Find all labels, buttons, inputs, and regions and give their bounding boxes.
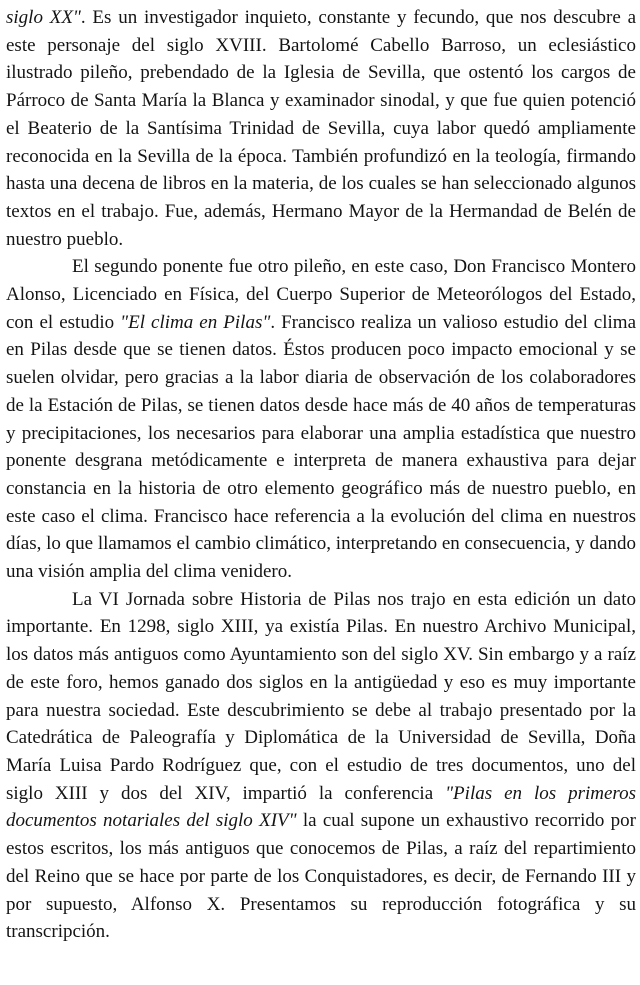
paragraph-text: la cual supone un exhaustivo recorrido por estos escritos, los más antiguos que conocemos de Pilas, a raíz del repartimiento del Reino que se hace por parte de los Conquistadores, es decir, de Fernando III y por supuesto, Alfonso X. Presentamos su reproducción fotográfica y su transcripción. xyxy=(6,810,636,943)
conference-title-italic: "Pilas en los primeros documentos notariales del siglo XIV" xyxy=(6,782,636,832)
paragraph-2 xyxy=(6,253,636,585)
paragraph-1 xyxy=(6,4,636,253)
paragraph-3 xyxy=(6,586,636,946)
paragraph-text: La VI Jornada sobre Historia de Pilas nos trajo en esta edición un dato importante. En 1298, siglo XIII, ya existía Pilas. En nuestro Archivo Municipal, los datos más antiguos como Ayuntamiento son del siglo XV. Sin embargo y a raíz de este foro, hemos ganado dos siglos en la antigüedad y eso es muy importante para nuestra sociedad. Este descubrimiento se debe al trabajo presentado por la Catedrática de Paleografía y Diplomática de la Universidad de Sevilla, Doña María Luisa Pardo Rodríguez que, con el estudio de tres documentos, uno del siglo XIII y dos del XIV, impartió la conferencia xyxy=(6,588,636,804)
paragraph-text: . Es un investigador inquieto, constante y fecundo, que nos descubre a este personaje del siglo XVIII. Bartolomé Cabello Barroso, un eclesiástico ilustrado pileño, prebendado de la Iglesia de Sevilla, que ostentó los cargos de Párroco de Santa María la Blanca y examinador sinodal, y que fue quien potenció el Beaterio de la Santísima Trinidad de Sevilla, cuya labor quedó ampliamente reconocida en la Sevilla de la época. También profundizó en la teología, firmando hasta una decena de libros en la materia, de los cuales se han seleccionado algunos textos en el trabajo. Fue, además, Hermano Mayor de la Hermandad de Belén de nuestro pueblo. xyxy=(6,7,636,250)
paragraph-text: . Francisco realiza un valioso estudio del clima en Pilas desde que se tienen datos. Éstos producen poco impacto emocional y se suelen olvidar, pero gracias a la labor diaria de observación de los colaboradores de la Estación de Pilas, se tienen datos desde hace más de 40 años de temperaturas y precipitaciones, los necesarios para elaborar una amplia estadística que nuestro ponente desgrana metódicamente e interpreta de manera exhaustiva para dejar constancia en la historia de otro elemento geográfico más de nuestro pueblo, en este caso el clima. Francisco hace referencia a la evolución del clima en nuestros días, lo que llamamos el cambio climático, interpretando en consecuencia, y dando una visión amplia del clima venidero. xyxy=(6,311,637,583)
citation-italic: siglo XX" xyxy=(6,7,81,28)
study-title-italic: "El clima en Pilas" xyxy=(120,311,271,333)
document-page xyxy=(6,4,636,946)
paragraph-text: El segundo ponente fue otro pileño, en este caso, Don Francisco Montero Alonso, Licenciado en Física, del Cuerpo Superior de Meteorólogos del Estado, con el estudio xyxy=(6,256,636,333)
